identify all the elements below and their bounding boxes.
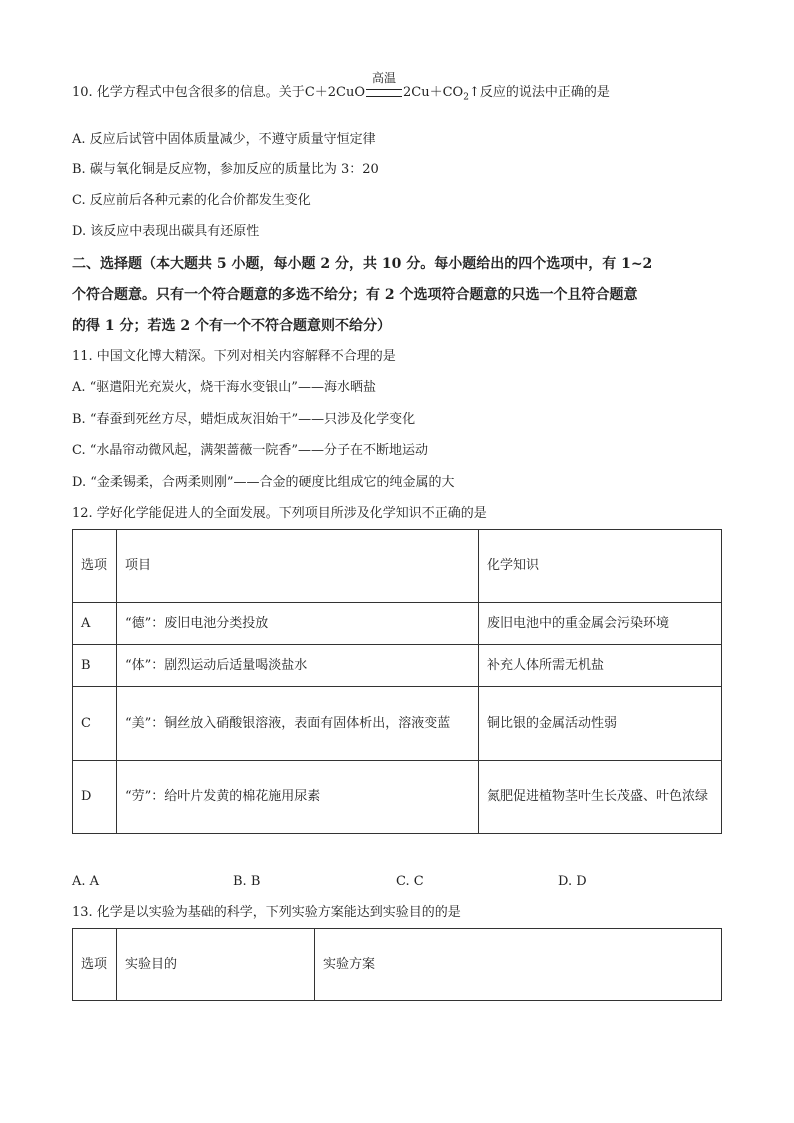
section2-line-2: 个符合题意。只有一个符合题意的多选不给分；有 2 个选项符合题意的只选一个且符合题意 — [72, 287, 638, 303]
reaction-condition-arrow — [365, 71, 403, 101]
table-header-option: 选项 — [73, 530, 117, 603]
q10-suffix: 反应的说法中正确的是 — [479, 85, 610, 100]
q10-eq-left: C＋2CuO — [304, 85, 366, 100]
table-row — [73, 603, 722, 645]
section2-line-1: 二、选择题（本大题共 5 小题，每小题 2 分，共 10 分。每小题给出的四个选项中，有 1~2 — [72, 256, 653, 272]
q10-option-b: B. 碳与氧化铜是反应物，参加反应的质量比为 3：20 — [72, 162, 379, 177]
q10-option-d: D. 该反应中表现出碳具有还原性 — [72, 224, 260, 239]
table-row — [73, 761, 722, 834]
table-header-purpose: 实验目的 — [117, 929, 315, 1001]
table-header-project: 项目 — [117, 530, 479, 603]
table-cell: 补充人体所需无机盐 — [479, 645, 722, 687]
table-row — [73, 687, 722, 761]
q12-answer-c: C. C — [396, 874, 424, 889]
table-cell: “劳”：给叶片发黄的棉花施用尿素 — [117, 761, 479, 834]
table-cell: “体”：剧烈运动后适量喝淡盐水 — [117, 645, 479, 687]
table-header-knowledge: 化学知识 — [479, 530, 722, 603]
gas-up-arrow-icon: ↑ — [468, 85, 480, 100]
table-cell: “德”：废旧电池分类投放 — [117, 603, 479, 645]
q12-answer-a: A. A — [72, 874, 100, 889]
reaction-condition: 高温 — [372, 71, 397, 85]
table-row — [73, 645, 722, 687]
q10-eq-right: 2Cu＋CO — [403, 85, 464, 100]
table-cell: “美”：铜丝放入硝酸银溶液，表面有固体析出，溶液变蓝 — [117, 687, 479, 761]
table-cell: D — [73, 761, 117, 834]
table-header-option: 选项 — [73, 929, 117, 1001]
section2-line-3: 的得 1 分；若选 2 个有一个不符合题意则不给分） — [72, 318, 391, 334]
q10-eq-sub: 2 — [463, 92, 469, 103]
table-cell: 氮肥促进植物茎叶生长茂盛、叶色浓绿 — [479, 761, 722, 834]
q12-answer-d: D. D — [558, 874, 587, 889]
q11-option-d: D. “金柔锡柔，合两柔则刚”——合金的硬度比组成它的纯金属的大 — [72, 475, 455, 490]
q11-stem: 11. 中国文化博大精深。下列对相关内容解释不合理的是 — [72, 349, 396, 364]
q12-stem: 12. 学好化学能促进人的全面发展。下列项目所涉及化学知识不正确的是 — [72, 506, 487, 521]
table-header-row — [73, 530, 722, 603]
q10-prefix: 10. 化学方程式中包含很多的信息。关于 — [72, 85, 305, 100]
q10-stem — [72, 71, 610, 106]
q11-option-b: B. “春蚕到死丝方尽，蜡炬成灰泪始干”——只涉及化学变化 — [72, 412, 416, 427]
q13-stem: 13. 化学是以实验为基础的科学，下列实验方案能达到实验目的的是 — [72, 905, 461, 920]
q11-option-c: C. “水晶帘动微风起，满架蔷薇一院香”——分子在不断地运动 — [72, 443, 429, 458]
q12-table — [72, 529, 722, 834]
q12-answer-b: B. B — [233, 874, 261, 889]
table-cell: A — [73, 603, 117, 645]
table-cell: C — [73, 687, 117, 761]
q13-table — [72, 928, 722, 1001]
q10-option-c: C. 反应前后各种元素的化合价都发生变化 — [72, 193, 311, 208]
table-cell: 铜比银的金属活动性弱 — [479, 687, 722, 761]
equal-sign-icon — [366, 89, 402, 97]
q10-option-a: A. 反应后试管中固体质量减少，不遵守质量守恒定律 — [72, 132, 376, 147]
table-header-row — [73, 929, 722, 1001]
q11-option-a: A. “驱遣阳光充炭火，烧干海水变银山”——海水晒盐 — [72, 380, 376, 395]
table-header-plan: 实验方案 — [315, 929, 722, 1001]
table-cell: 废旧电池中的重金属会污染环境 — [479, 603, 722, 645]
table-cell: B — [73, 645, 117, 687]
